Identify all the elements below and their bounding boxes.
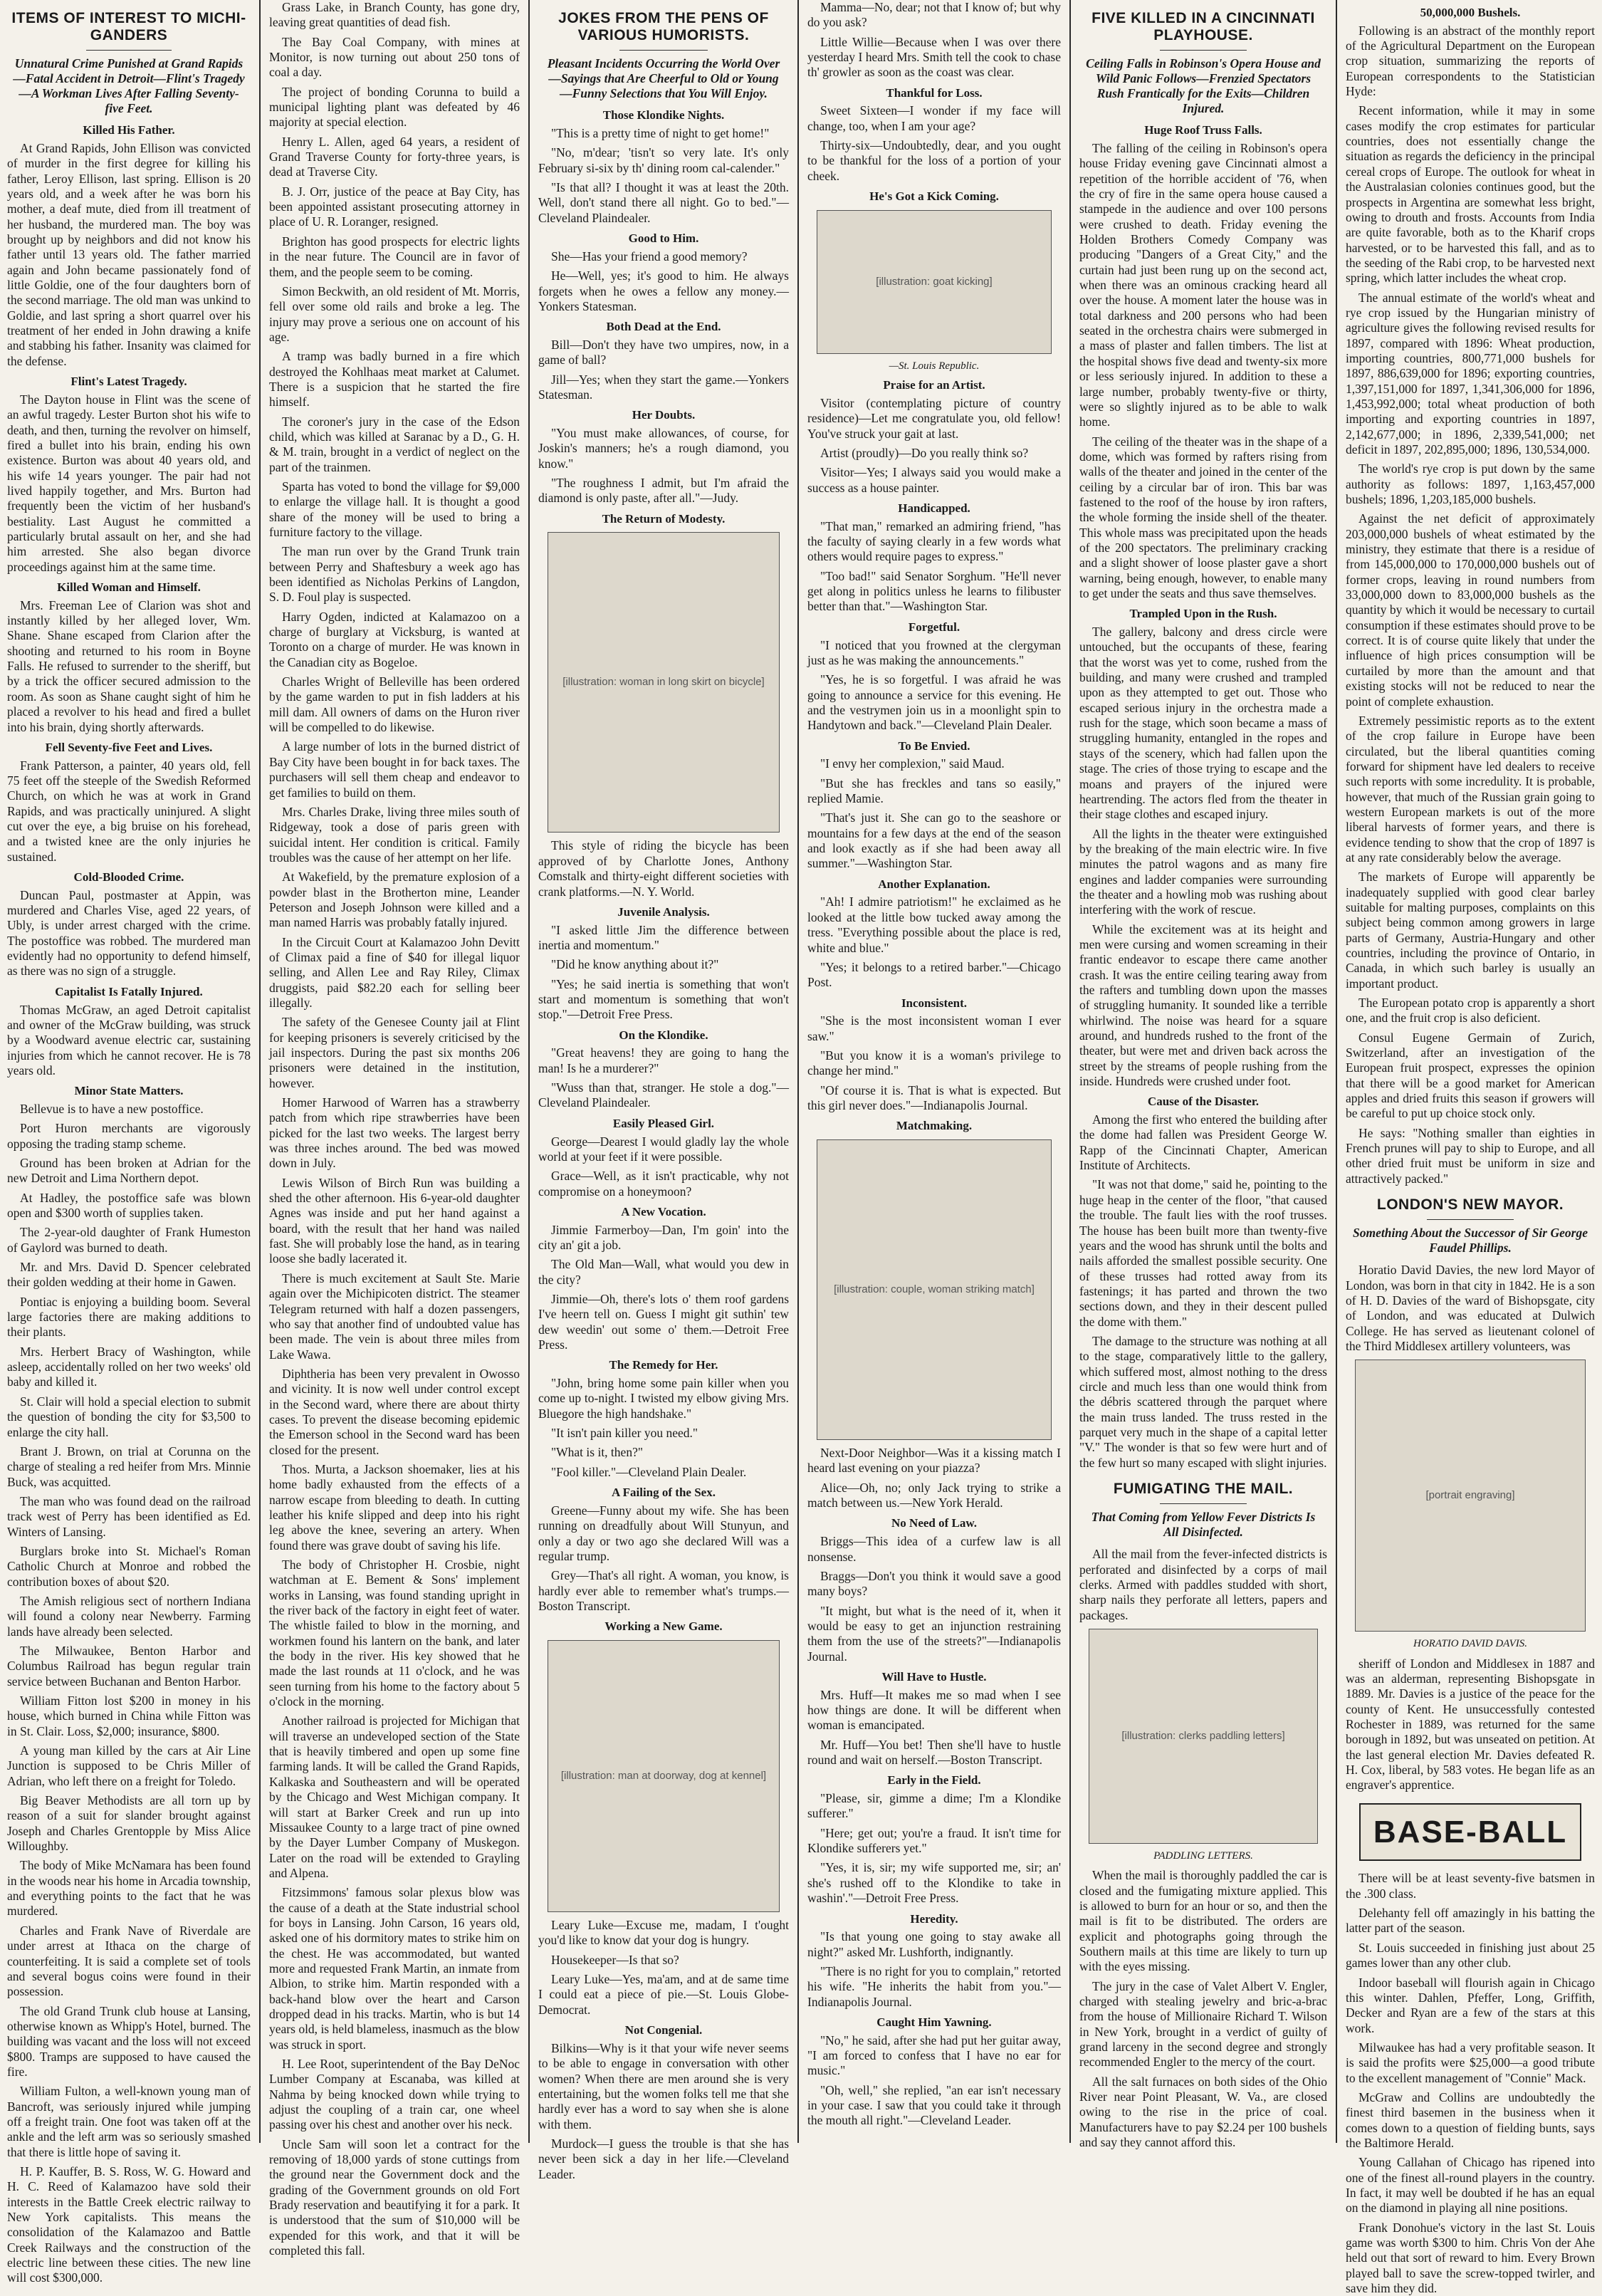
paragraph: Mr. Huff—You bet! Then she'll have to hustle round and wait on herself.—Boston Transcript. xyxy=(807,1737,1061,1768)
paragraph: In the Circuit Court at Kalamazoo John Devitt of Climax paid a fine of $40 for illegal liquor selling, and Allen Lee and Ray Riley, Climax druggists, paid $82.20 each for selling beer illegally. xyxy=(269,934,520,1010)
caption: HORATIO DAVID DAVIS. xyxy=(1413,1638,1527,1650)
column-3 xyxy=(531,0,796,2181)
paragraph: Jimmie Farmerboy—Dan, I'm goin' into the city an' git a job. xyxy=(538,1222,789,1252)
subheading: Good to Him. xyxy=(628,231,699,246)
paragraph: Thos. Murta, a Jackson shoemaker, lies at his home badly exhausted from the effects of a narrow escape from bleeding to death. In cutting leather his knife slipped and deep into his right leg above the knee, severing an artery. When found there was grave doubt of saving his life. xyxy=(269,1461,520,1553)
column-2 xyxy=(262,0,527,2258)
paragraph: Artist (proudly)—Do you really think so? xyxy=(820,445,1029,460)
paragraph: H. Lee Root, superintendent of the Bay DeNoc Lumber Company at Escanaba, was killed at Nahma by being knocked down while trying to adjust the coupling of a train car, one wheel passing over his chest and another over his neck. xyxy=(269,2057,520,2132)
paragraph: "That's just it. She can go to the seashore or mountains for a few days at the end of the season and look exactly as if she had been away all summer."—Washington Star. xyxy=(807,810,1061,871)
subheading: Those Klondike Nights. xyxy=(602,108,725,122)
subheading: Minor State Matters. xyxy=(74,1084,184,1098)
paragraph: The Dayton house in Flint was the scene of an awful tragedy. Lester Burton shot his wife to death, and then, turning the revolver on himself, fired a bullet into his brain, ending his own existence. Burton was about 40 years old, and his wife 14 years younger. The pair had not lived happily together, and Mrs. Burton had frequently been the victim of her husband's bestiality. Last August he committed a particularly brutal assault on her, and she had him arrested. She also began divorce proceedings against him at the same time. xyxy=(7,392,251,574)
subheading: Inconsistent. xyxy=(901,996,968,1010)
paragraph: Harry Ogden, indicted at Kalamazoo on a charge of burglary at Vicksburg, is wanted at Toronto on a charge of murder. He was known in the Canadian city as Bogeloe. xyxy=(269,609,520,669)
subheading: Not Congenial. xyxy=(624,2023,703,2037)
paragraph: The Bay Coal Company, with mines at Monitor, is now turning out about 250 tons of coal a day. xyxy=(269,34,520,80)
paragraph: Leary Luke—Excuse me, madam, I t'ought you'd like to know dat your dog is hungry. xyxy=(538,1918,789,1948)
paragraph: "Is that all? I thought it was at least the 20th. Well, don't stand there all night. Go to bed."—Cleveland Plaindealer. xyxy=(538,180,789,225)
illustration: [portrait engraving] xyxy=(1355,1360,1586,1632)
paragraph: "Did he know anything about it?" xyxy=(551,957,719,972)
column-rule xyxy=(259,0,261,2143)
paragraph: "Here; get out; you're a fraud. It isn't time for Klondike sufferers yet." xyxy=(807,1825,1061,1856)
headline: FIVE KILLED IN A CINCINNATI PLAYHOUSE. xyxy=(1091,10,1315,44)
paragraph: Mrs. Freeman Lee of Clarion was shot and instantly killed by her alleged lover, Wm. Shane. Shane escaped from Clarion after the shooting and returned to his room in Boyne Falls. He refused to surrender to the sheriff, but by a trick the officer secured admission to the room. As soon as Shane caught sight of him he placed a revolver to his head and fired a bullet into his brain, dying shortly afterwards. xyxy=(7,598,251,734)
subheading: The Return of Modesty. xyxy=(602,511,726,526)
paragraph: Uncle Sam will soon let a contract for the removing of 18,000 yards of stone cuttings from the ground near the Government dock and the grading of the Government grounds on old Fort Brady reservation and beautifying it for a park. It is understood that the sum of $10,000 will be expended for this work, and that it will be completed this fall. xyxy=(269,2136,520,2258)
illustration: [illustration: clerks paddling letters] xyxy=(1089,1629,1318,1844)
paragraph: "Is that young one going to stay awake all night?" asked Mr. Lushforth, indignantly. xyxy=(807,1929,1061,1959)
paragraph: "Yes, it is, sir; my wife supported me, sir; an' she's rushed off to the Klondike to take in washin'."—Detroit Free Press. xyxy=(807,1860,1061,1906)
paragraph: There is much excitement at Sault Ste. Marie again over the Michipicoten district. The steamer Telegram returned with half a dozen passengers, who say that another find of undoubted value has been made. The vein is about three miles from Lake Wawa. xyxy=(269,1270,520,1362)
deck-headline: Unnatural Crime Punished at Grand Rapids—Fatal Accident in Detroit—Flint's Tragedy—A Workman Lives After Falling Seventy-five Feet. xyxy=(13,56,245,116)
paragraph: "But you know it is a woman's privilege to change her mind." xyxy=(807,1048,1061,1078)
subheading: Early in the Field. xyxy=(887,1773,981,1788)
paragraph: William Fitton lost $200 in money in his house, which burned in China while Fitton was in St. Clair. Loss, $2,000; insurance, $800. xyxy=(7,1694,251,1738)
paragraph: A large number of lots in the burned district of Bay City have been bought in for back taxes. The purchasers will sell them cheap and endeavor to get families to build on them. xyxy=(269,739,520,800)
paragraph: "John, bring home some pain killer when you come up to-night. I twisted my elbow giving Mrs. Bluegore the high handshake." xyxy=(538,1376,789,1421)
paragraph: "Fool killer."—Cleveland Plain Dealer. xyxy=(551,1464,747,1479)
caption: —St. Louis Republic. xyxy=(889,360,980,372)
paragraph: Charles and Frank Nave of Riverdale are under arrest at Ithaca on the charge of counterfeiting. It is said a complete set of tools and several bogus coins were found in their possession. xyxy=(7,1923,251,1999)
paragraph: Little Willie—Because when I was over there yesterday I heard Mrs. Smith tell the cook to chase th' growler as soon as the coast was clear. xyxy=(807,34,1061,80)
subheading: A Failing of the Sex. xyxy=(612,1486,716,1500)
subheading: Forgetful. xyxy=(908,620,960,634)
illustration: [illustration: couple, woman striking match] xyxy=(817,1139,1052,1440)
column-rule xyxy=(1069,0,1071,2143)
subheading: Matchmaking. xyxy=(896,1119,973,1133)
banner-heading: BASE-BALL xyxy=(1359,1803,1581,1862)
paragraph: All the lights in the theater were extinguished by the breaking of the main electric wire. In five minutes the patrol wagons and as many fire engines and ladder companies were surrounding the theater and a howling mob was rushing about interfering with the work of rescue. xyxy=(1079,826,1327,917)
paragraph: A tramp was badly burned in a fire which destroyed the Kohlhaas meat market at Calumet. There is a suspicion that he started the fire himself. xyxy=(269,349,520,409)
paragraph: "No," he said, after she had put her guitar away, "I am forced to confess that I have no ear for music." xyxy=(807,2033,1061,2078)
paragraph: H. P. Kauffer, B. S. Ross, W. G. Howard and H. C. Reed of Kalamazoo have sold their interests in the Battle Creek electric railway to New York capitalists. This means the consolidation of the Kalamazoo and Battle Creek Railways and the construction of the electric line between these cities. The new line will cost $300,000. xyxy=(7,2164,251,2285)
paragraph: Diphtheria has been very prevalent in Owosso and vicinity. It is now well under control except in the Second ward, where there are about thirty cases. To prevent the disease becoming epidemic the Emerson school in the Second ward has been closed for the present. xyxy=(269,1366,520,1457)
column-6 xyxy=(1339,0,1602,2296)
paragraph: B. J. Orr, justice of the peace at Bay City, has been appointed assistant prosecuting attorney in place of U. R. Loranger, resigned. xyxy=(269,184,520,229)
paragraph: The annual estimate of the world's wheat and rye crop issued by the Hungarian ministry of agriculture gives the following revised results for 1897, compared with 1896: Wheat production, importing countries, 800,771,000 bushels for 1897, 886,639,000 for 1896; exporting countries, 1,397,151,000 for 1897, 1,341,306,000 for 1896, 1,453,992,000; total wheat production of both importing and exporting countries in 1897, 2,142,677,000; in 1896, 2,339,541,000; net deficit in 1897, 202,895,000; 1896, 130,534,000. xyxy=(1346,290,1595,457)
paragraph: Ground has been broken at Adrian for the new Detroit and Lima Northern depot. xyxy=(7,1156,251,1186)
paragraph: Extremely pessimistic reports as to the extent of the crop failure in Europe have been circulated, but the liberal quantities coming forward for shipment have led dealers to receive such reports with some incredulity. It is probable, however, that much of the Russian grain going to western European markets is out of the more liberal harvests of former years, and there is evidence tending to show that the crop of 1897 is at any rate considerably below the average. xyxy=(1346,713,1595,865)
headline: FUMIGATING THE MAIL. xyxy=(1113,1481,1294,1498)
paragraph: "There is no right for you to complain," retorted his wife. "He inherits the habit from you."—Indianapolis Journal. xyxy=(807,1963,1061,2009)
paragraph: Horatio David Davies, the new lord Mayor of London, was born in that city in 1842. He is a son of H. D. Davies of the ward of Bishopsgate, city of London, and was educated at Dulwich College. He has served as lieutenant colonel of the Third Middlesex artillery volunteers, was xyxy=(1346,1263,1595,1354)
paragraph: "The roughness I admit, but I'm afraid the diamond is only paste, after all."—Judy. xyxy=(538,476,789,506)
paragraph: At Grand Rapids, John Ellison was convicted of murder in the first degree for killing his father, Leroy Ellison, last spring. Ellison is 20 years old, and a week after he was born his mother, a deaf mute, died from ill treatment of her husband, the murdered man. The boy was brought up by neighbors and did not know his father until 13 years old. The father married again and John became passionately fond of little Goldie, one of the four daughters born of the second marriage. The old man was unkind to Goldie, and last spring a short quarrel over his treatment of her ended in John drawing a knife and stabbing his father. Insanity was claimed for the defense. xyxy=(7,141,251,368)
paragraph: All the salt furnaces on both sides of the Ohio River near Point Pleasant, W. Va., are closed owing to the rise in the price of coal. Manufacturers have to pay $2.24 per 100 bushels and say they cannot afford this. xyxy=(1079,2074,1327,2150)
paragraph: Visitor (contemplating picture of country residence)—Let me congratulate you, old fellow! You've struck your gait at last. xyxy=(807,395,1061,441)
headline: ITEMS OF INTEREST TO MICHI-GANDERS xyxy=(11,10,246,44)
paragraph: Port Huron merchants are vigorously opposing the trading stamp scheme. xyxy=(7,1121,251,1151)
paragraph: "Oh, well," she replied, "an ear isn't necessary in your case. I saw that you could take it through the mouth all right."—Cleveland Leader. xyxy=(807,2082,1061,2128)
paragraph: Another railroad is projected for Michigan that will traverse an undeveloped section of the State that is heavily timbered and open up some fine farming lands. It will be called the Grand Rapids, Kalkaska and Southeastern and will be operated by the Chicago and West Michigan company. It will start at Barker Creek and run up into Missaukee County to a large tract of pine owned by the Dayer Lumber Company of Muskegon. Later on the road will be extended to Grayling and Alpena. xyxy=(269,1713,520,1880)
paragraph: Fitzsimmons' famous solar plexus blow was the cause of a death at the State industrial school for boys in Lansing. John Carson, 16 years old, asked one of his dormitory mates to strike him on the chest. He was accommodated, but wanted more and requested Frank Martin, an inmate from Albion, to strike him. Martin responded with a back-hand blow over the heart and Carson dropped dead in his tracks. Martin, who is but 14 years old, is held blameless, inasmuch as the blow was struck in sport. xyxy=(269,1885,520,2052)
paragraph: The jury in the case of Valet Albert V. Engler, charged with stealing jewelry and bric-a-brac from the house of Millionaire Richard T. Wilson in New York, brought in a verdict of guilty of grand larceny in the second degree and strongly recommended Engler to the mercy of the court. xyxy=(1079,1978,1327,2070)
paragraph: The man run over by the Grand Trunk train between Perry and Shaftesbury a week ago has been identified as Nicholas Perkins of Langdon, S. D. Foul play is suspected. xyxy=(269,544,520,605)
paragraph: St. Louis succeeded in finishing just about 25 games lower than any other club. xyxy=(1346,1940,1595,1971)
illustration: [illustration: woman in long skirt on bicycle] xyxy=(548,532,780,833)
paragraph: Sweet Sixteen—I wonder if my face will change, too, when I am your age? xyxy=(807,103,1061,133)
paragraph: Bellevue is to have a new postoffice. xyxy=(20,1101,204,1116)
subheading: He's Got a Kick Coming. xyxy=(869,189,999,204)
deck-headline: That Coming from Yellow Fever Districts Is All Disinfected. xyxy=(1091,1510,1316,1540)
subheading: No Need of Law. xyxy=(891,1516,977,1530)
paragraph: Burglars broke into St. Michael's Roman Catholic Church at Monroe and robbed the contribution boxes of about $20. xyxy=(7,1543,251,1589)
subheading: Working a New Game. xyxy=(604,1619,723,1634)
paragraph: Pontiac is enjoying a building boom. Several large factories there are making additions to their plants. xyxy=(7,1294,251,1340)
subheading: Capitalist Is Fatally Injured. xyxy=(55,984,203,998)
subheading: Caught Him Yawning. xyxy=(876,2015,992,2029)
deck-headline: Ceiling Falls in Robinson's Opera House and Wild Panic Follows—Frenzied Spectators Rush Frantically for the Exits—Children Injured. xyxy=(1086,56,1321,116)
subheading: Fell Seventy-five Feet and Lives. xyxy=(45,740,213,754)
subheading: Easily Pleased Girl. xyxy=(612,1116,715,1130)
column-rule xyxy=(1336,0,1337,2143)
paragraph: Consul Eugene Germain of Zurich, Switzerland, after an investigation of the European fruit prospect, expresses the opinion that there will be a good market for American apples and dried fruits this season if growers will be careful to put up choice stock only. xyxy=(1346,1030,1595,1121)
divider xyxy=(86,50,172,51)
paragraph: The body of Christopher H. Crosbie, night watchman at E. Bement & Sons' implement works in Lansing, was found standing upright in the river back of the factory in eight feet of water. The whistle failed to blow in the morning, and workmen found his lantern on the bank, and later the body in the river. His key showed that he made the last rounds at 11 o'clock, and he was seen turning from his home to the factory about 5 o'clock in the morning. xyxy=(269,1557,520,1709)
subheading: Both Dead at the End. xyxy=(606,320,721,334)
subheading: Will Have to Hustle. xyxy=(881,1669,987,1684)
subheading: Heredity. xyxy=(910,1911,958,1926)
paragraph: Among the first who entered the building after the dome had fallen was President George W. Rapp of the Cincinnati Chapter, American Institute of Architects. xyxy=(1079,1112,1327,1173)
paragraph: Mrs. Herbert Bracy of Washington, while asleep, accidentally rolled on her two weeks' old baby and killed it. xyxy=(7,1344,251,1389)
paragraph: Visitor—Yes; I always said you would make a success as a house painter. xyxy=(807,465,1061,495)
subheading: The Remedy for Her. xyxy=(609,1358,718,1372)
paragraph: Duncan Paul, postmaster at Appin, was murdered and Charles Vise, aged 22 years, of Ubly, is under arrest charged with the crime. The postoffice was robbed. The murdered man evidently had no opportunity to defend himself, as there was no sign of a struggle. xyxy=(7,887,251,979)
paragraph: "You must make allowances, of course, for Joskin's manners; he's a rough diamond, you know." xyxy=(538,426,789,471)
paragraph: Bill—Don't they have two umpires, now, in a game of ball? xyxy=(538,337,789,367)
subheading: Handicapped. xyxy=(898,501,970,515)
paragraph: "Yes, he is so forgetful. I was afraid he was going to announce a service for this evening. He and the vestrymen join us in a moonlight spin to Handytown and back."—Cleveland Plain Dealer. xyxy=(807,672,1061,733)
headline: JOKES FROM THE PENS OF VARIOUS HUMORISTS. xyxy=(558,10,769,44)
paragraph: Homer Harwood of Warren has a strawberry patch from which ripe strawberries have been picked for the last two weeks. The largest berry was three inches around. The bed was mowed down in July. xyxy=(269,1095,520,1171)
paragraph: sheriff of London and Middlesex in 1887 and was an alderman, representing Bishopsgate in 1889. Mr. Davies is a justice of the peace for the county of Kent. He unsuccessfully contested Rochester in 1889, was returned for the same borough in 1892, but was unseated on petition. At the last general election Mr. Davies defeated R. H. Cox, liberal, by 583 votes. He began life as an engraver's apprentice. xyxy=(1346,1656,1595,1793)
headline: LONDON'S NEW MAYOR. xyxy=(1376,1196,1564,1214)
paragraph: "This is a pretty time of night to get home!" xyxy=(551,126,770,141)
paragraph: "It might, but what is the need of it, when it would be easy to get an injunction restraining them from the use of the streets?"—Indianapolis Journal. xyxy=(807,1603,1061,1664)
paragraph: Big Beaver Methodists are all torn up by reason of a suit for slander brought against Joseph and Charles Grentopple by Miss Alice Willoughby. xyxy=(7,1793,251,1854)
paragraph: Mrs. Huff—It makes me so mad when I see how things are done. It will be different when woman is emancipated. xyxy=(807,1687,1061,1733)
paragraph: The 2-year-old daughter of Frank Humeston of Gaylord was burned to death. xyxy=(7,1225,251,1255)
divider xyxy=(1427,1219,1514,1220)
illustration: [illustration: goat kicking] xyxy=(817,210,1052,354)
paragraph: A young man killed by the cars at Air Line Junction is supposed to be Chris Miller of Adrian, who left there on a freight for Toledo. xyxy=(7,1743,251,1788)
column-rule xyxy=(528,0,530,2143)
paragraph: All the mail from the fever-infected districts is perforated and disinfected by a corps of mail clerks. Armed with paddles studded with short, sharp nails they perforate all letters, papers and packages. xyxy=(1079,1547,1327,1622)
subheading: Cause of the Disaster. xyxy=(1147,1095,1260,1109)
paragraph: "But she has freckles and tans so easily," replied Mamie. xyxy=(807,776,1061,806)
paragraph: "Too bad!" said Senator Sorghum. "He'll never get along in politics unless he learns to filibuster better than that."—Washington Star. xyxy=(807,568,1061,614)
paragraph: Mrs. Charles Drake, living three miles south of Ridgeway, took a dose of paris green with suicidal intent. Her condition is critical. Family troubles was the cause of her attempt on her life. xyxy=(269,804,520,865)
paragraph: Following is an abstract of the monthly report of the Agricultural Department on the European crop situation, summarizing the reports of European correspondents to the Statistician Hyde: xyxy=(1346,23,1595,99)
paragraph: Brant J. Brown, on trial at Corunna on the charge of stealing a red heifer from Mrs. Minnie Buck, was acquitted. xyxy=(7,1444,251,1489)
paragraph: Jimmie—Oh, there's lots o' them roof gardens I've heern tell on. Guess I might git suthin' tew dew weedin' out some o' them.—Detroit Free Press. xyxy=(538,1291,789,1352)
paragraph: The Old Man—Wall, what would you dew in the city? xyxy=(538,1257,789,1287)
paragraph: "I envy her complexion," said Maud. xyxy=(820,756,1005,771)
subheading: Trampled Upon in the Rush. xyxy=(1129,607,1277,621)
paragraph: The project of bonding Corunna to build a municipal lighting plant was defeated by 46 majority at special election. xyxy=(269,84,520,130)
paragraph: At Wakefield, by the premature explosion of a powder blast in the Brotherton mine, Leander Peterson and Joseph Johnson were killed and a man named Harris was probably fatally injured. xyxy=(269,870,520,930)
subheading: Cold-Blooded Crime. xyxy=(73,870,184,884)
paragraph: Grace—Well, as it isn't practicable, why not compromise on a honeymoon? xyxy=(538,1169,789,1199)
divider xyxy=(619,50,707,51)
divider xyxy=(1160,50,1247,51)
paragraph: Mr. and Mrs. David D. Spencer celebrated their golden wedding at their home in Gawen. xyxy=(7,1260,251,1290)
illustration: [illustration: man at doorway, dog at kennel] xyxy=(548,1640,780,1912)
paragraph: Henry L. Allen, aged 64 years, a resident of Grand Traverse County for forty-three years, is dead at Traverse City. xyxy=(269,134,520,179)
paragraph: "She is the most inconsistent woman I ever saw." xyxy=(807,1013,1061,1043)
subheading: Killed His Father. xyxy=(83,123,175,137)
subheading: To Be Envied. xyxy=(898,739,970,753)
paragraph: Young Callahan of Chicago has ripened into one of the finest all-round players in the country. In fact, it may well be doubted if he has an equal on the diamond in playing all nine positions. xyxy=(1346,2155,1595,2216)
column-4 xyxy=(800,0,1068,2143)
paragraph: Briggs—This idea of a curfew law is all nonsense. xyxy=(807,1534,1061,1564)
paragraph: "Great heavens! they are going to hang the man! Is he a murderer?" xyxy=(538,1045,789,1075)
paragraph: "Please, sir, gimme a dime; I'm a Klondike sufferer." xyxy=(807,1791,1061,1821)
subheading: A New Vocation. xyxy=(621,1204,706,1219)
paragraph: The damage to the structure was nothing at all to the stage, comparatively little to the gallery, which suffered most, almost nothing to the dress circle and much less than one would think from the débris scattered through the parquet where the main truss landed. The truss rested in the parquet very much in the shape of a capital letter "V." The wonder is that so few were hurt and of the few hurt so many escaped with slight injuries. xyxy=(1079,1333,1327,1470)
paragraph: The Milwaukee, Benton Harbor and Columbus Railroad has begun regular train service between Buchanan and Benton Harbor. xyxy=(7,1643,251,1689)
subheading: Flint's Latest Tragedy. xyxy=(70,375,187,389)
paragraph: Grass Lake, in Branch County, has gone dry, leaving great quantities of dead fish. xyxy=(269,0,520,30)
paragraph: The man who was found dead on the railroad track west of Perry has been identified as Ed. Winters of Lansing. xyxy=(7,1493,251,1539)
paragraph: Grey—That's all right. A woman, you know, is hardly ever able to remember what's trumps.—Boston Transcript. xyxy=(538,1568,789,1613)
paragraph: Against the net deficit of approximately 203,000,000 bushels of wheat estimated by the ministry, they estimate that there is a residue of from 145,000,000 to 170,000,000 bushels out of former crops, leaving in round numbers from 33,000,000 down to 83,000,000 bushels as the quantity by which it would be necessary to curtail consumption if these estimates should prove to be correct. It is of course quite likely that under the influence of high prices consumption will be curtailed by more than the amount and that existing stocks will not be reduced to near the point of complete exhaustion. xyxy=(1346,511,1595,709)
deck-headline: Pleasant Incidents Occurring the World Over—Sayings that Are Cheerful to Old or Young—Funny Selections that You Will Enjoy. xyxy=(547,56,780,101)
paragraph: Alice—Oh, no; only Jack trying to strike a match between us.—New York Herald. xyxy=(807,1480,1061,1510)
subheading: Juvenile Analysis. xyxy=(617,904,710,919)
subheading: Her Doubts. xyxy=(632,408,696,422)
paragraph: Indoor baseball will flourish again in Chicago this winter. Dahlen, Pfeffer, Long, Griffith, Decker and Ryan are a few of the stars at this work. xyxy=(1346,1975,1595,2035)
paragraph: "No, m'dear; 'tisn't so very late. It's only February si-six by th' dining room cal-calender." xyxy=(538,145,789,175)
paragraph: "That man," remarked an admiring friend, "has the faculty of saying clearly in a few words what others would require pages to express." xyxy=(807,518,1061,564)
paragraph: "Of course it is. That is what is expected. But this girl never does."—Indianapolis Journal. xyxy=(807,1082,1061,1112)
paragraph: Recent information, while it may in some cases modify the crop estimates for particular countries, does not essentially change the situation as regards the deficiency in the principal cereal crops of Europe. The outlook for wheat in the Australasian colonies continues good, but the prospects in Argentina are somewhat less bright, owing to drouth and frosts. Accounts from India are quite favorable, both as to the Kharif crops harvested, or to be harvested this fall, and as to the seeding of the Rabi crop, to be harvested next spring, which latter includes the wheat crop. xyxy=(1346,103,1595,286)
paragraph: Frank Donohue's victory in the last St. Louis game was worth $300 to him. Chris Von der Ahe held out that sort of reward to him. Every Brown played ball to save the screw-topped twirler, and save him they did. xyxy=(1346,2220,1595,2296)
paragraph: Bilkins—Why is it that your wife never seems to be able to engage in conversation with other women? When there are men around she is very entertaining, but the women folks tell me that she hardly ever has a word to say when she is alone with them. xyxy=(538,2040,789,2131)
paragraph: McGraw and Collins are undoubtedly the finest third basemen in the business when it comes down to a question of fielding bunts, says the Baltimore Herald. xyxy=(1346,2089,1595,2150)
column-5 xyxy=(1072,0,1334,2150)
paragraph: "Ah! I admire patriotism!" he exclaimed as he looked at the little bow tucked away among the tress. "Everything possible about the place is red, white and blue." xyxy=(807,894,1061,955)
paragraph: George—Dearest I would gladly lay the whole world at your feet if it were possible. xyxy=(538,1134,789,1164)
paragraph: The falling of the ceiling in Robinson's opera house Friday evening gave Cincinnati almost a repetition of the horrible accident of '76, when the cry of fire in the same opera house caused a stampede in the audience and over 100 persons were crushed to death. Friday evening the Holden Brothers Comedy Company was producing "Dangers of a Great City," and the curtain had just been rung up on the second act, when there was an ominous cracking heard all over the house. A moment later the house was in total darkness and 200 persons who had been seated in the orchestra chairs were submerged in a mass of plaster and fallen timbers. The list at the hospital shows five dead and twenty-six more or less seriously injured. In addition to these a large number, probably twenty-five or thirty, were so slightly injured as to be able to walk home. xyxy=(1079,141,1327,429)
paragraph: "What is it, then?" xyxy=(551,1445,643,1460)
paragraph: Murdock—I guess the trouble is that she has never been sick a day in her life.—Cleveland Leader. xyxy=(538,2136,789,2181)
paragraph: While the excitement was at its height and men were cursing and women screaming in their frantic endeavor to escape there came another crash. It was the entire ceiling tearing away from the rafters and tumbling down upon the masses of struggling humanity. It sounded like a terrible whirlwind. The noise was heard for a square around, and hundreds rushed to the front of the theater, but were met and driven back across the street by the streams of people rushing from the inside. Hundreds were crushed under foot. xyxy=(1079,922,1327,1089)
paragraph: The safety of the Genesee County jail at Flint for keeping prisoners is severely criticised by the jail inspectors. During the past six months 206 prisoners were detained in the institution, however. xyxy=(269,1015,520,1090)
paragraph: This style of riding the bicycle has been approved of by Charlotte Jones, Anthony Comstalk and thirty-eight different societies with crank platforms.—N. Y. World. xyxy=(538,838,789,899)
subheading: Huge Roof Truss Falls. xyxy=(1144,123,1262,137)
paragraph: He says: "Nothing smaller than eighties in French prunes will pay to ship to Europe, and all other dried fruit must be uniform in size and attractively packed." xyxy=(1346,1125,1595,1186)
paragraph: He—Well, yes; it's good to him. He always forgets when he owes a fellow any money.—Yonkers Statesman. xyxy=(538,268,789,313)
divider xyxy=(1160,1503,1247,1504)
paragraph: Mamma—No, dear; not that I know of; but why do you ask? xyxy=(807,0,1061,30)
paragraph: Delehanty fell off amazingly in his batting the latter part of the season. xyxy=(1346,1906,1595,1936)
paragraph: The Amish religious sect of northern Indiana will found a colony near Newberry. Farming lands have already been selected. xyxy=(7,1593,251,1639)
paragraph: Greene—Funny about my wife. She has been running on dreadfully about Will Stunyun, and only a day or two ago she declared Will was a regular trump. xyxy=(538,1503,789,1563)
paragraph: The coroner's jury in the case of the Edson child, which was killed at Saranac by a D., G. H. & M. train, brought in a verdict of neglect on the part of the trainmen. xyxy=(269,414,520,474)
paragraph: "I noticed that you frowned at the clergyman just as he was making the announcements." xyxy=(807,637,1061,667)
subheading: Thankful for Loss. xyxy=(886,85,983,100)
paragraph: The old Grand Trunk club house at Lansing, otherwise known as Whipp's Hotel, burned. The building was vacant and the loss will not exceed $800. Tramps are supposed to have caused the fire. xyxy=(7,2003,251,2079)
subheading: Praise for an Artist. xyxy=(883,378,985,392)
paragraph: Frank Patterson, a painter, 40 years old, fell 75 feet off the steeple of the Swedish Reformed Church, on which he was at work in Grand Rapids, and was practically uninjured. A slight cut over the eye, a big bruise on his forehead, and a twisted knee are the only injuries he sustained. xyxy=(7,758,251,864)
subheading: Killed Woman and Himself. xyxy=(57,580,201,595)
paragraph: "Yes; it belongs to a retired barber."—Chicago Post. xyxy=(807,959,1061,990)
paragraph: Sparta has voted to bond the village for $9,000 to enlarge the village hall. It is thought a good share of the money will be used to bring a furniture factory to the village. xyxy=(269,479,520,539)
paragraph: The gallery, balcony and dress circle were untouched, but the occupants of these, fearing that the worst was yet to come, rushed from the building, and many were crushed and trampled upon as they attempted to get out. Those who escaped serious injury in the orchestra made a rush for the stage, which soon became a mass of struggling humanity, entangled in the ropes and stays of the scenery, which had fallen upon the stage. The cries of those trying to escape and the moans and prayers of the injured were heartrending. The actors fled from the theater in their stage clothes and escaped injury. xyxy=(1079,625,1327,822)
paragraph: The European potato crop is apparently a short one, and the fruit crop is also deficient. xyxy=(1346,996,1595,1026)
paragraph: The world's rye crop is put down by the same authority as follows: 1897, 1,163,457,000 bushels; 1896, 1,203,185,000 bushels. xyxy=(1346,461,1595,507)
paragraph: The markets of Europe will apparently be inadequately supplied with good clear barley suitable for malting purposes, complaints on this subject being common among growers in large parts of Germany, Austria-Hungary and other countries, including the province of Ontario, in Canada, in which such barley is usually an important product. xyxy=(1346,870,1595,991)
paragraph: Thomas McGraw, an aged Detroit capitalist and owner of the McGraw building, was struck by a Woodward avenue electric car, sustaining injuries from which he cannot recover. He is 78 years old. xyxy=(7,1002,251,1077)
paragraph: Charles Wright of Belleville has been ordered by the game warden to put in fish ladders at his mill dam. All owners of dams on the Huron river will be compelled to do likewise. xyxy=(269,674,520,735)
paragraph: When the mail is thoroughly paddled the car is closed and the fumigating mixture applied. This is allowed to burn for an hour or so, and then the mail is fit to be distributed. The orders are explicit and photographs going through the Southern mails at this time are likely to turn up with the eyes missing. xyxy=(1079,1868,1327,1974)
paragraph: Housekeeper—Is that so? xyxy=(551,1952,679,1967)
paragraph: The body of Mike McNamara has been found in the woods near his home in Arcadia township, and everything points to the fact that he was murdered. xyxy=(7,1858,251,1919)
subheading: On the Klondike. xyxy=(619,1028,708,1042)
paragraph: She—Has your friend a good memory? xyxy=(551,249,748,263)
paragraph: The ceiling of the theater was in the shape of a dome, which was formed by rafters rising from walls of the theater and joined in the center of the ceiling by a circular bar of iron. This bar was fastened to the roof of the house by iron rafters, the whole forming the inside shell of the theater. This whole mass was precipitated upon the heads of the 200 spectators. The preliminary cracking and a slight shower of loose plaster gave a short warning, being enough, however, to enable many to get under the seats and thus save themselves. xyxy=(1079,434,1327,600)
paragraph: At Hadley, the postoffice safe was blown open and $300 worth of supplies taken. xyxy=(7,1190,251,1221)
column-1 xyxy=(0,0,258,2285)
paragraph: William Fulton, a well-known young man of Bancroft, was seriously injured while jumping off a freight train. One foot was taken off at the ankle and the left arm was so seriously smashed that there is little hope of saving it. xyxy=(7,2084,251,2159)
caption: PADDLING LETTERS. xyxy=(1153,1849,1253,1862)
paragraph: Brighton has good prospects for electric lights in the near future. The Council are in favor of them, and the people seem to be coming. xyxy=(269,234,520,279)
paragraph: St. Clair will hold a special election to submit the question of bonding the city for $3,500 to enlarge the city hall. xyxy=(7,1394,251,1439)
paragraph: Next-Door Neighbor—Was it a kissing match I heard last evening on your piazza? xyxy=(807,1446,1061,1476)
subheading: Another Explanation. xyxy=(878,877,990,891)
paragraph: Jill—Yes; when they start the game.—Yonkers Statesman. xyxy=(538,372,789,402)
paragraph: "Yes; he said inertia is something that won't start and momentum is something that won't stop."—Detroit Free Press. xyxy=(538,976,789,1022)
paragraph: Milwaukee has had a very profitable season. It is said the profits were $25,000—a good tribute to the excellent management of "Connie" Mack. xyxy=(1346,2040,1595,2085)
column-rule xyxy=(797,0,799,2143)
deck-headline: Something About the Successor of Sir George Faudel Phillips. xyxy=(1353,1226,1588,1256)
subheading: 50,000,000 Bushels. xyxy=(1420,6,1521,19)
paragraph: "I asked little Jim the difference between inertia and momentum." xyxy=(538,922,789,952)
paragraph: There will be at least seventy-five batsmen in the .300 class. xyxy=(1346,1871,1595,1901)
paragraph: Thirty-six—Undoubtedly, dear, and you ought to be thankful for the loss of a portion of your cheek. xyxy=(807,138,1061,183)
paragraph: Leary Luke—Yes, ma'am, and at de same time I could eat a piece of pie.—St. Louis Globe-Democrat. xyxy=(538,1972,789,2017)
paragraph: Simon Beckwith, an old resident of Mt. Morris, fell over some old rails and broke a leg. The injury may prove a serious one on account of his age. xyxy=(269,283,520,344)
paragraph: Braggs—Don't you think it would save a good many boys? xyxy=(807,1568,1061,1599)
paragraph: "Wuss than that, stranger. He stole a dog."—Cleveland Plaindealer. xyxy=(538,1080,789,1110)
paragraph: "It was not that dome," said he, pointing to the huge heap in the center of the floor, "that caused the trouble. The fault lies with the roof trusses. The house has been built more than twenty-five years and the wood has shrunk until the bolts and nails afforded the smallest possible security. One of these trusses had rotted away from its fastenings; it has parted and thrown the two sections down, and they in their descent pulled the dome with them." xyxy=(1079,1177,1327,1329)
paragraph: "It isn't pain killer you need." xyxy=(551,1426,698,1441)
paragraph: Lewis Wilson of Birch Run was building a shed the other afternoon. His 6-year-old daughter Agnes was inside and put her hand against a board, with the result that her hand was nailed fast. She will probably lose the hand, as in tearing loose she badly lacerated it. xyxy=(269,1175,520,1266)
